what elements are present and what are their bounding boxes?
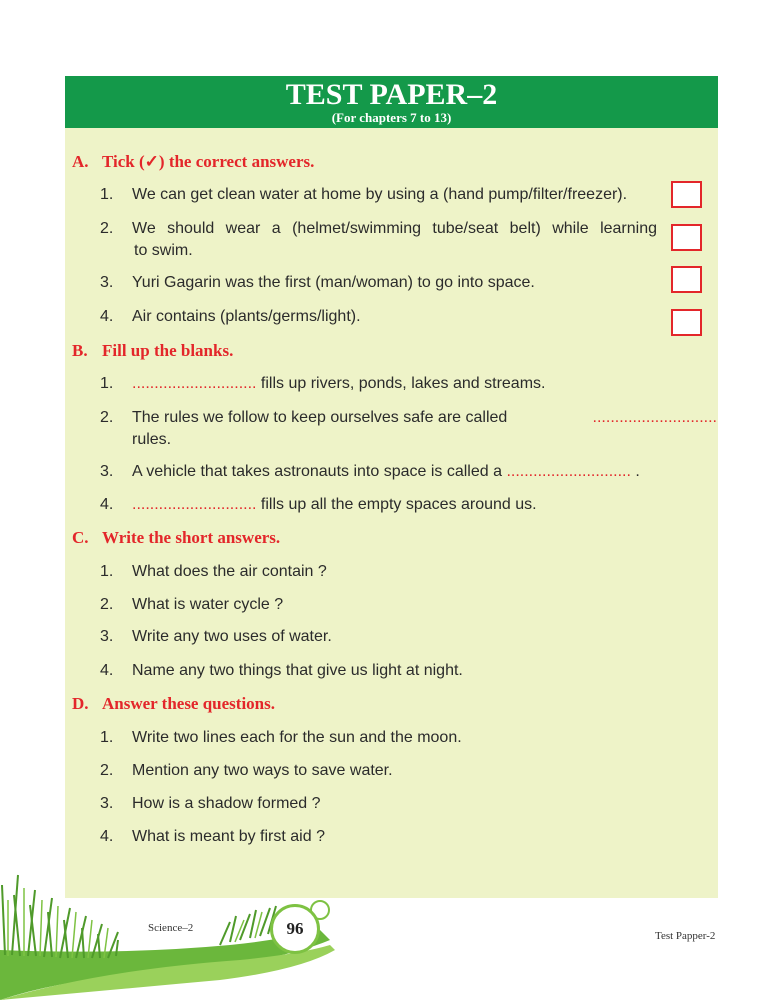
question-text: We can get clean water at home by using a (hand pump/filter/freezer). <box>132 186 628 203</box>
question-text <box>132 407 717 429</box>
section-title: Answer these questions. <box>102 694 276 713</box>
answer-checkbox-a4[interactable] <box>671 309 702 336</box>
question-number: 4. <box>100 828 114 845</box>
question-number: 2. <box>100 596 114 613</box>
question-text <box>132 494 537 516</box>
answer-checkbox-a3[interactable] <box>671 266 702 293</box>
page-subtitle: (For chapters 7 to 13) <box>331 110 452 125</box>
question-continuation: to swim. <box>134 242 193 259</box>
question-text: What does the air contain ? <box>132 563 327 580</box>
page-number-badge <box>270 904 320 954</box>
question-number: 3. <box>100 274 114 291</box>
question-text: What is water cycle ? <box>132 596 284 613</box>
section-letter: A. <box>72 152 89 171</box>
question-text: Name any two things that give us light at night. <box>132 662 463 679</box>
question-number: 3. <box>100 463 114 480</box>
question-number: 1. <box>100 186 114 203</box>
blank-line[interactable]: ............................ <box>132 496 257 513</box>
question-continuation: rules. <box>132 431 172 448</box>
section-letter: C. <box>72 528 89 547</box>
page-number: 96 <box>286 919 304 938</box>
footer-paper-label: Test Papper-2 <box>655 930 716 942</box>
question-text-part: A vehicle that takes astronauts into space is called a <box>132 463 502 480</box>
blank-line[interactable]: ............................ <box>592 409 717 426</box>
page-title: TEST PAPER–2 <box>285 78 498 111</box>
section-title: Tick (✓) the correct answers. <box>102 152 315 171</box>
question-text: Air contains (plants/germs/light). <box>132 308 361 325</box>
question-number: 2. <box>100 220 114 237</box>
section-c-heading <box>72 528 280 548</box>
question-text: How is a shadow formed ? <box>132 795 321 812</box>
answer-checkbox-a2[interactable] <box>671 224 702 251</box>
section-letter: B. <box>72 341 88 360</box>
header-banner <box>65 76 718 128</box>
blank-line[interactable]: ............................ <box>132 375 257 392</box>
section-d-heading <box>72 694 275 714</box>
question-text: What is meant by first aid ? <box>132 828 325 845</box>
section-title: Fill up the blanks. <box>102 341 234 360</box>
test-paper-panel <box>65 76 718 898</box>
section-title: Write the short answers. <box>102 528 281 547</box>
footer-subject: Science–2 <box>148 922 194 934</box>
question-end: . <box>630 463 640 480</box>
section-b-heading <box>72 341 233 361</box>
question-text: Mention any two ways to save water. <box>132 762 393 779</box>
blank-line[interactable]: ............................ <box>506 463 631 480</box>
section-letter: D. <box>72 694 89 713</box>
question-number: 2. <box>100 762 114 779</box>
question-text: Write any two uses of water. <box>132 628 332 645</box>
question-number: 4. <box>100 308 114 325</box>
question-number: 1. <box>100 729 114 746</box>
question-number: 3. <box>100 795 114 812</box>
question-number: 4. <box>100 496 114 513</box>
question-number: 4. <box>100 662 114 679</box>
question-number: 2. <box>100 409 114 426</box>
answer-checkbox-a1[interactable] <box>671 181 702 208</box>
question-number: 1. <box>100 563 114 580</box>
question-text: Yuri Gagarin was the first (man/woman) to go into space. <box>132 274 535 291</box>
section-a-heading <box>72 152 314 172</box>
question-text: We should wear a (helmet/swimming tube/seat belt) while learning <box>132 220 657 237</box>
question-text <box>132 461 640 483</box>
question-number: 1. <box>100 375 114 392</box>
question-text <box>132 373 545 395</box>
question-text-part: fills up all the empty spaces around us. <box>256 496 537 513</box>
question-text-part: fills up rivers, ponds, lakes and streams. <box>256 375 546 392</box>
question-number: 3. <box>100 628 114 645</box>
question-text-part: The rules we follow to keep ourselves safe are called <box>132 409 508 426</box>
question-text: Write two lines each for the sun and the moon. <box>132 729 462 746</box>
